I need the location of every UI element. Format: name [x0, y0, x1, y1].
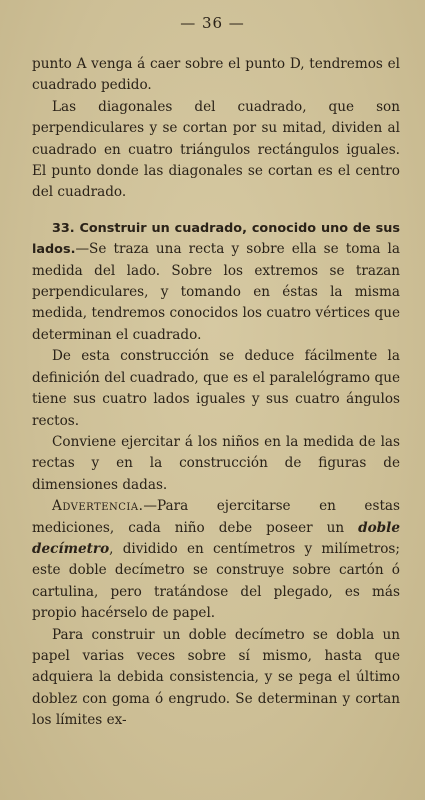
page-body [32, 54, 400, 732]
page-number: — 36 — [180, 14, 245, 32]
paragraph-construction: Para construir un doble decímetro se dobla un papel varias veces sobre sí mismo, hasta que adquiera la debida consistencia, y se pega el último doblez con goma ó engrudo. Se determinan y cortan los límites ex- [32, 626, 400, 729]
section-number: 33. [52, 220, 75, 236]
emphasis-decimetro: decímetro [32, 540, 110, 557]
section-heading: Construir un cuadrado, conocido uno de sus lados. [32, 220, 401, 258]
section-text: —Se traza una recta y sobre ella se toma la medida del lado. Sobre los extremos se trazan perpendiculares, y tomando en éstas la misma medida, tendremos conocidos los cuatro vértices que determinan el cuadrado. [32, 241, 400, 343]
section-33 [32, 218, 400, 346]
paragraph-exercise: Conviene ejercitar á los niños en la medida de las rectas y en la construcción de figuras de dimensiones dadas. [32, 433, 400, 493]
paragraph-advertencia [32, 496, 400, 624]
paragraph-diagonals: Las diagonales del cuadrado, que son perpendiculares y se cortan por su mitad, dividen al cuadrado en cuatro triángulos rectángulos iguales. El punto donde las diagonales se cortan es el centro del cuadrado. [32, 98, 400, 201]
advertencia-text-a: —Para ejercitarse en estas mediciones, cada niño debe poseer un [32, 498, 400, 536]
paragraph-continuation: punto A venga á caer sobre el punto D, tendremos el cuadrado pedido. [32, 56, 400, 94]
advertencia-text-b: , dividido en centímetros y milímetros; este doble decímetro se construye sobre cartón ó cartulina, pero tratándose del plegado, es más propio hacérselo de papel. [32, 540, 400, 622]
emphasis-doble: doble [358, 519, 400, 536]
paragraph-definition: De esta construcción se deduce fácilmente la definición del cuadrado, que es el paralelógramo que tiene sus cuatro lados iguales y sus cuatro ángulos rectos. [32, 348, 400, 429]
advertencia-label: Advertencia. [52, 498, 144, 515]
